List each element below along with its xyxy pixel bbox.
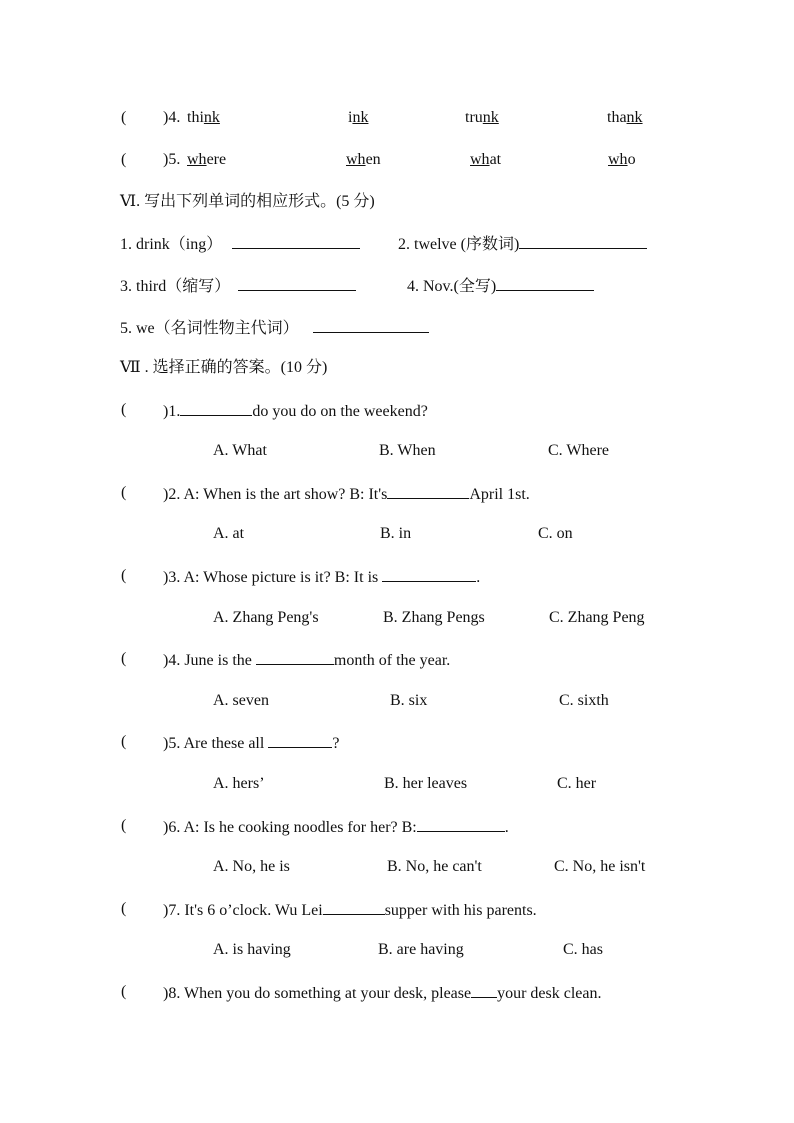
answer-blank[interactable] [387, 483, 469, 499]
fill-item: 2. twelve (序数词) [398, 233, 647, 255]
option-b[interactable]: B. When [379, 442, 436, 459]
option-b[interactable]: B. No, he can't [387, 858, 482, 875]
word-option: ink [348, 109, 369, 126]
question-row [121, 899, 126, 919]
option-b[interactable]: B. her leaves [384, 775, 468, 792]
answer-paren: ( [121, 983, 127, 1000]
option-a[interactable]: A. Zhang Peng's [213, 609, 319, 626]
question-text: )8. When you do something at your desk, please your desk clean. [163, 982, 602, 1004]
option-c[interactable]: C. No, he isn't [554, 858, 646, 875]
question-text: )6. A: Is he cooking noodles for her? B: . [163, 816, 509, 838]
answer-blank[interactable] [232, 233, 360, 249]
word-option: what [470, 151, 502, 168]
option-a[interactable]: A. hers’ [213, 775, 265, 792]
question-text: )4. June is the month of the year. [163, 649, 450, 671]
section-heading: Ⅵ. 写出下列单词的相应形式。(5 分) [120, 193, 375, 210]
option-c[interactable]: C. sixth [559, 692, 609, 709]
answer-paren: ( [121, 650, 127, 667]
answer-blank[interactable] [180, 400, 252, 416]
answer-paren: ( [121, 567, 127, 584]
word-option: thank [607, 109, 643, 126]
answer-blank[interactable] [496, 275, 594, 291]
question-row [121, 816, 126, 836]
word-option: when [346, 151, 381, 168]
question-row [121, 400, 126, 420]
question-text: )2. A: When is the art show? B: It's April 1st. [163, 483, 530, 505]
option-a[interactable]: A. is having [213, 941, 291, 958]
answer-blank[interactable] [238, 275, 356, 291]
question-text: )3. A: Whose picture is it? B: It is . [163, 566, 480, 588]
option-b[interactable]: B. Zhang Pengs [383, 609, 485, 626]
answer-blank[interactable] [471, 982, 497, 998]
question-text: )7. It's 6 o’clock. Wu Lei supper with his parents. [163, 899, 537, 921]
word-option: where [187, 151, 227, 168]
option-b[interactable]: B. six [390, 692, 428, 709]
answer-blank[interactable] [256, 649, 334, 665]
option-b[interactable]: B. are having [378, 941, 464, 958]
question-row [121, 649, 126, 669]
option-c[interactable]: C. has [563, 941, 603, 958]
option-c[interactable]: C. on [538, 525, 573, 542]
option-c[interactable]: C. Where [548, 442, 610, 459]
fill-item: 3. third（缩写） [120, 275, 356, 297]
question-row [121, 566, 126, 586]
option-a[interactable]: A. What [213, 442, 267, 459]
answer-blank[interactable] [323, 899, 385, 915]
answer-blank[interactable] [382, 566, 476, 582]
question-text: )1. do you do on the weekend? [163, 400, 428, 422]
question-row [121, 732, 126, 752]
section-heading: Ⅶ . 选择正确的答案。(10 分) [120, 359, 328, 376]
answer-paren: ( [121, 401, 127, 418]
question-text: )5. Are these all ? [163, 732, 339, 754]
answer-paren: ( [121, 733, 127, 750]
fill-item: 1. drink（ing） [120, 233, 360, 255]
answer-blank[interactable] [417, 816, 505, 832]
question-number: )4. [163, 109, 185, 126]
fill-item: 5. we（名词性物主代词） [120, 317, 429, 339]
option-c[interactable]: C. her [557, 775, 597, 792]
answer-paren: ( [121, 817, 127, 834]
answer-blank[interactable] [519, 233, 647, 249]
answer-blank[interactable] [268, 732, 332, 748]
word-option: who [608, 151, 636, 168]
answer-paren: ( [121, 900, 127, 917]
answer-paren: ( [121, 151, 127, 168]
option-b[interactable]: B. in [380, 525, 412, 542]
option-a[interactable]: A. at [213, 525, 245, 542]
option-c[interactable]: C. Zhang Peng [549, 609, 645, 626]
question-row [121, 483, 126, 503]
word-option: think [187, 109, 220, 126]
answer-paren: ( [121, 109, 127, 126]
answer-blank[interactable] [313, 317, 429, 333]
question-row [121, 982, 126, 1002]
answer-paren: ( [121, 484, 127, 501]
fill-item: 4. Nov.(全写) [407, 275, 594, 297]
word-option: trunk [465, 109, 499, 126]
option-a[interactable]: A. seven [213, 692, 269, 709]
question-number: )5. [163, 151, 185, 168]
option-a[interactable]: A. No, he is [213, 858, 290, 875]
